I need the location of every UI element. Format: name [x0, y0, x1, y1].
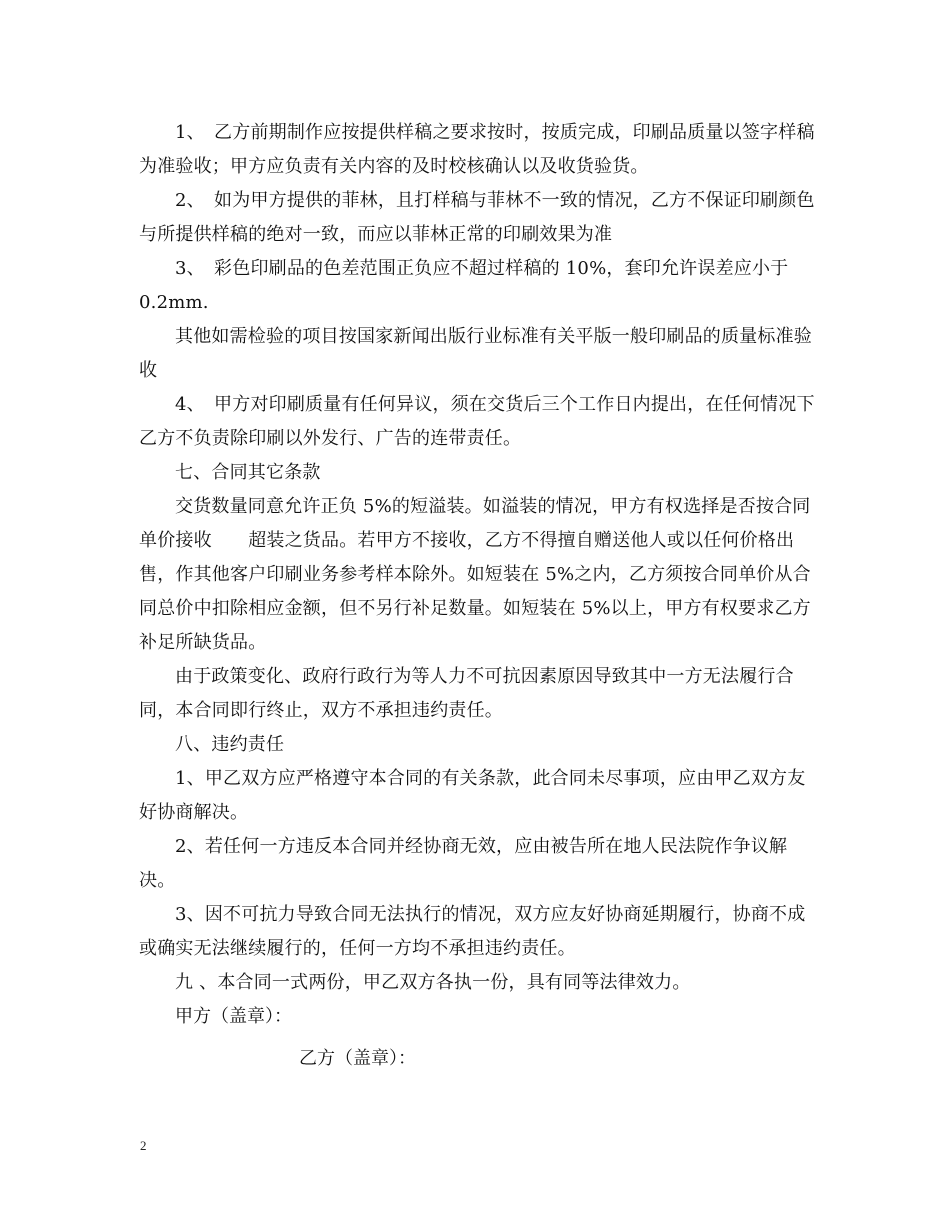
party-b-signature: 乙方（盖章）： [299, 1048, 416, 1069]
force-majeure-clause: 由于政策变化、政府行政行为等人力不可抗因素原因导致其中一方无法履行合同，本合同即行终止，双方不承担违约责任。 [139, 666, 794, 721]
section-8-heading: 八、违约责任 [175, 734, 285, 755]
liability-clause-1: 1、甲乙双方应严格遵守本合同的有关条款，此合同未尽事项，应由甲乙双方友好协商解决。 [139, 768, 806, 823]
liability-clause-3: 3、因不可抗力导致合同无法执行的情况，双方应友好协商延期履行，协商不成或确实无法继续履行的，任何一方均不承担违约责任。 [139, 904, 806, 959]
section-7-heading: 七、合同其它条款 [175, 462, 321, 483]
clause-3: 3、 彩色印刷品的色差范围正负应不超过样稿的 10%，套印允许误差应小于 0.2mm. [139, 258, 789, 313]
clause-1: 1、 乙方前期制作应按提供样稿之要求按时，按质完成，印刷品质量以签字样稿为准验收；甲方应负责有关内容的及时校核确认以及收货验货。 [139, 122, 815, 177]
page-number: 2 [140, 1138, 147, 1153]
party-a-signature: 甲方（盖章）： [175, 1006, 292, 1027]
liability-clause-2: 2、若任何一方违反本合同并经协商无效，应由被告所在地人民法院作争议解决。 [139, 836, 788, 891]
delivery-quantity-clause: 交货数量同意允许正负 5%的短溢装。如溢装的情况，甲方有权选择是否按合同单价接收 超装之货品。若甲方不接收，乙方不得擅自赠送他人或以任何价格出售，作其他客户印刷业务参考样本除外。如短装在 5%之内，乙方须按合同单价从合同总价中扣除相应金额，但不另行补足数量。如短装在 5%以上，甲方有权要求乙方补足所缺货品。 [139, 496, 811, 653]
section-9-clause: 九 、本合同一式两份，甲乙双方各执一份，具有同等法律效力。 [175, 972, 691, 993]
clause-4: 4、 甲方对印刷质量有任何异议，须在交货后三个工作日内提出，在任何情况下乙方不负责除印刷以外发行、广告的连带责任。 [139, 394, 815, 449]
inspection-note: 其他如需检验的项目按国家新闻出版行业标准有关平版一般印刷品的质量标准验收 [139, 326, 812, 381]
clause-2: 2、 如为甲方提供的菲林，且打样稿与菲林不一致的情况，乙方不保证印刷颜色与所提供样稿的绝对一致，而应以菲林正常的印刷效果为准 [139, 190, 815, 245]
contract-body [139, 116, 819, 1076]
